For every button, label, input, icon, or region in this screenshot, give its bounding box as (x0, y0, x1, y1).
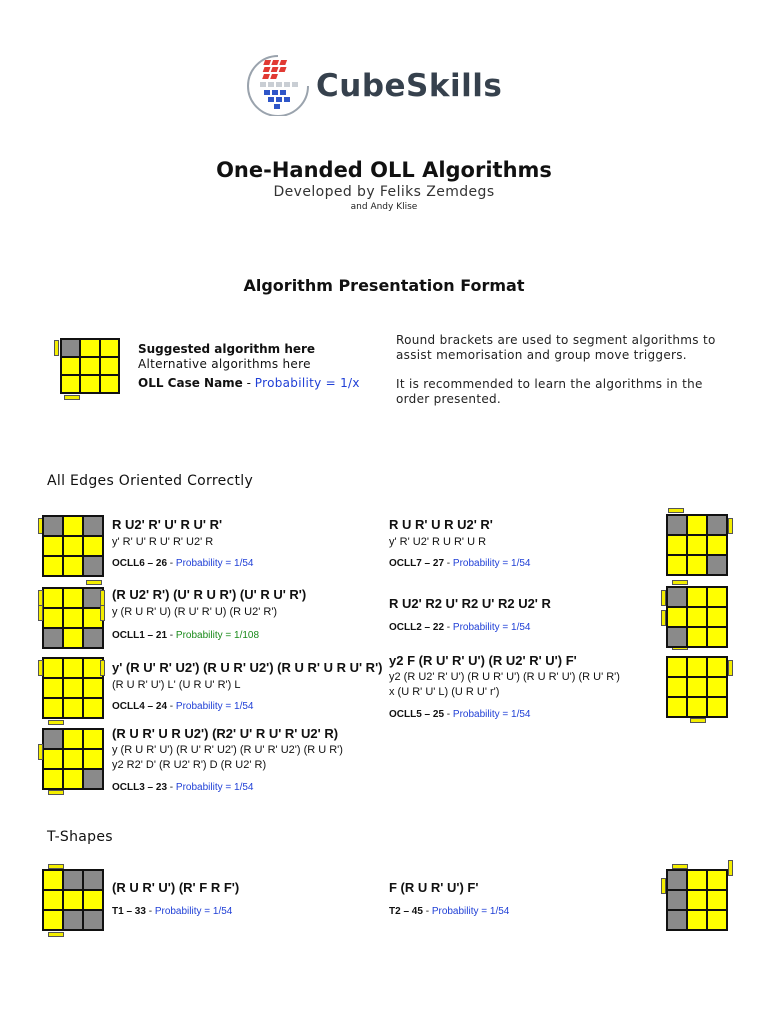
case-info: T1 – 33 - Probability = 1/54 (112, 906, 233, 917)
case-alt-algorithm: y' R' U2' R U R' U R (389, 536, 487, 548)
case-algorithm: (R U2' R') (U' R U R') (U' R U' R') (112, 587, 307, 602)
cube-side-marker (690, 718, 706, 723)
cube-side-marker (100, 590, 105, 606)
probability-label: Probability = 1/x (254, 376, 360, 390)
cube-side-marker (38, 590, 43, 606)
case-cube-ocll3 (42, 728, 104, 790)
case-info: OCLL3 – 23 - Probability = 1/54 (112, 782, 254, 793)
cube-side-marker (728, 660, 733, 676)
case-alt-algorithm: y (R U R' U) (R U' R' U) (R U2' R') (112, 606, 278, 618)
case-algorithm: y' (R U' R' U2') (R U R' U2') (R U R' U R U' R') (112, 660, 383, 675)
case-cube-t1 (42, 869, 104, 931)
case-alt-algorithm: y' R' U' R U' R' U2' R (112, 536, 214, 548)
case-algorithm: (R U R' U') (R' F R F') (112, 880, 240, 895)
case-cube-ocll1 (42, 587, 104, 649)
case-info: OCLL5 – 25 - Probability = 1/54 (389, 709, 531, 720)
case-cube-ocll6 (42, 515, 104, 577)
developed-by: Developed by Feliks Zemdegs (273, 184, 495, 200)
example-cube-diagram (60, 338, 120, 394)
cube-side-marker (672, 580, 688, 585)
case-info: OCLL6 – 26 - Probability = 1/54 (112, 558, 254, 569)
case-algorithm: (R U R' U R U2') (R2' U' R U' R' U2' R) (112, 726, 339, 741)
cube-side-marker (38, 605, 43, 621)
case-info: OCLL7 – 27 - Probability = 1/54 (389, 558, 531, 569)
cube-side-marker (38, 744, 43, 760)
cube-side-marker (48, 790, 64, 795)
cube-side-marker (64, 395, 80, 400)
alternative-algorithms-label: Alternative algorithms here (138, 357, 311, 371)
logo-text: CubeSkills (316, 68, 503, 104)
cube-side-marker (100, 605, 105, 621)
cube-side-marker (728, 518, 733, 534)
separator: - (242, 376, 255, 390)
case-cube-ocll2 (666, 586, 728, 648)
cube-side-marker (86, 580, 102, 585)
cube-side-marker (48, 932, 64, 937)
case-alt-algorithm: (R U R' U') L' (U R U' R') L (112, 679, 241, 691)
case-name-label: OLL Case Name (138, 376, 243, 390)
case-info: OCLL2 – 22 - Probability = 1/54 (389, 622, 531, 633)
case-alt-algorithm: x (U R' U' L) (U R U' r') (389, 686, 500, 698)
case-info: OCLL1 – 21 - Probability = 1/108 (112, 630, 260, 641)
case-info: T2 – 45 - Probability = 1/54 (389, 906, 510, 917)
case-alt-algorithm: y2 R2' D' (R U2' R') D (R U2' R) (112, 759, 267, 771)
cube-side-marker (668, 508, 684, 513)
format-heading: Algorithm Presentation Format (243, 276, 525, 295)
case-algorithm: F (R U R' U') F' (389, 880, 479, 895)
format-note-order: It is recommended to learn the algorithms in the order presented. (396, 377, 703, 406)
case-info: OCLL4 – 24 - Probability = 1/54 (112, 701, 254, 712)
suggested-algorithm-label: Suggested algorithm here (138, 342, 316, 356)
case-cube-ocll7 (666, 514, 728, 576)
cubeskills-logo-icon (240, 52, 316, 116)
cube-side-marker (48, 720, 64, 725)
case-alt-algorithm: y (R U R' U') (R U' R' U2') (R U' R' U2') (R U R') (112, 744, 343, 756)
case-algorithm: R U R' U R U2' R' (389, 517, 493, 532)
format-note-brackets: Round brackets are used to segment algorithms to assist memorisation and group move triggers. (396, 333, 716, 362)
cube-side-marker (100, 660, 105, 676)
case-cube-ocll5 (666, 656, 728, 718)
case-algorithm: y2 F (R U' R' U') (R U2' R' U') F' (389, 653, 577, 668)
cube-side-marker (54, 340, 59, 356)
cube-side-marker (728, 860, 733, 876)
case-cube-t2 (666, 869, 728, 931)
case-cube-ocll4 (42, 657, 104, 719)
case-alt-algorithm: y2 (R U2' R' U') (R U R' U') (R U R' U') (R U' R') (389, 671, 620, 683)
co-author: and Andy Klise (350, 202, 418, 212)
cube-side-marker (38, 660, 43, 676)
case-algorithm: R U2' R' U' R U' R' (112, 517, 223, 532)
case-algorithm: R U2' R2 U' R2 U' R2 U2' R (389, 596, 551, 611)
section-heading-edges: All Edges Oriented Correctly (47, 473, 254, 489)
section-heading-tshapes: T-Shapes (47, 829, 113, 845)
case-name-line (138, 376, 360, 390)
page-title: One-Handed OLL Algorithms (216, 158, 552, 182)
